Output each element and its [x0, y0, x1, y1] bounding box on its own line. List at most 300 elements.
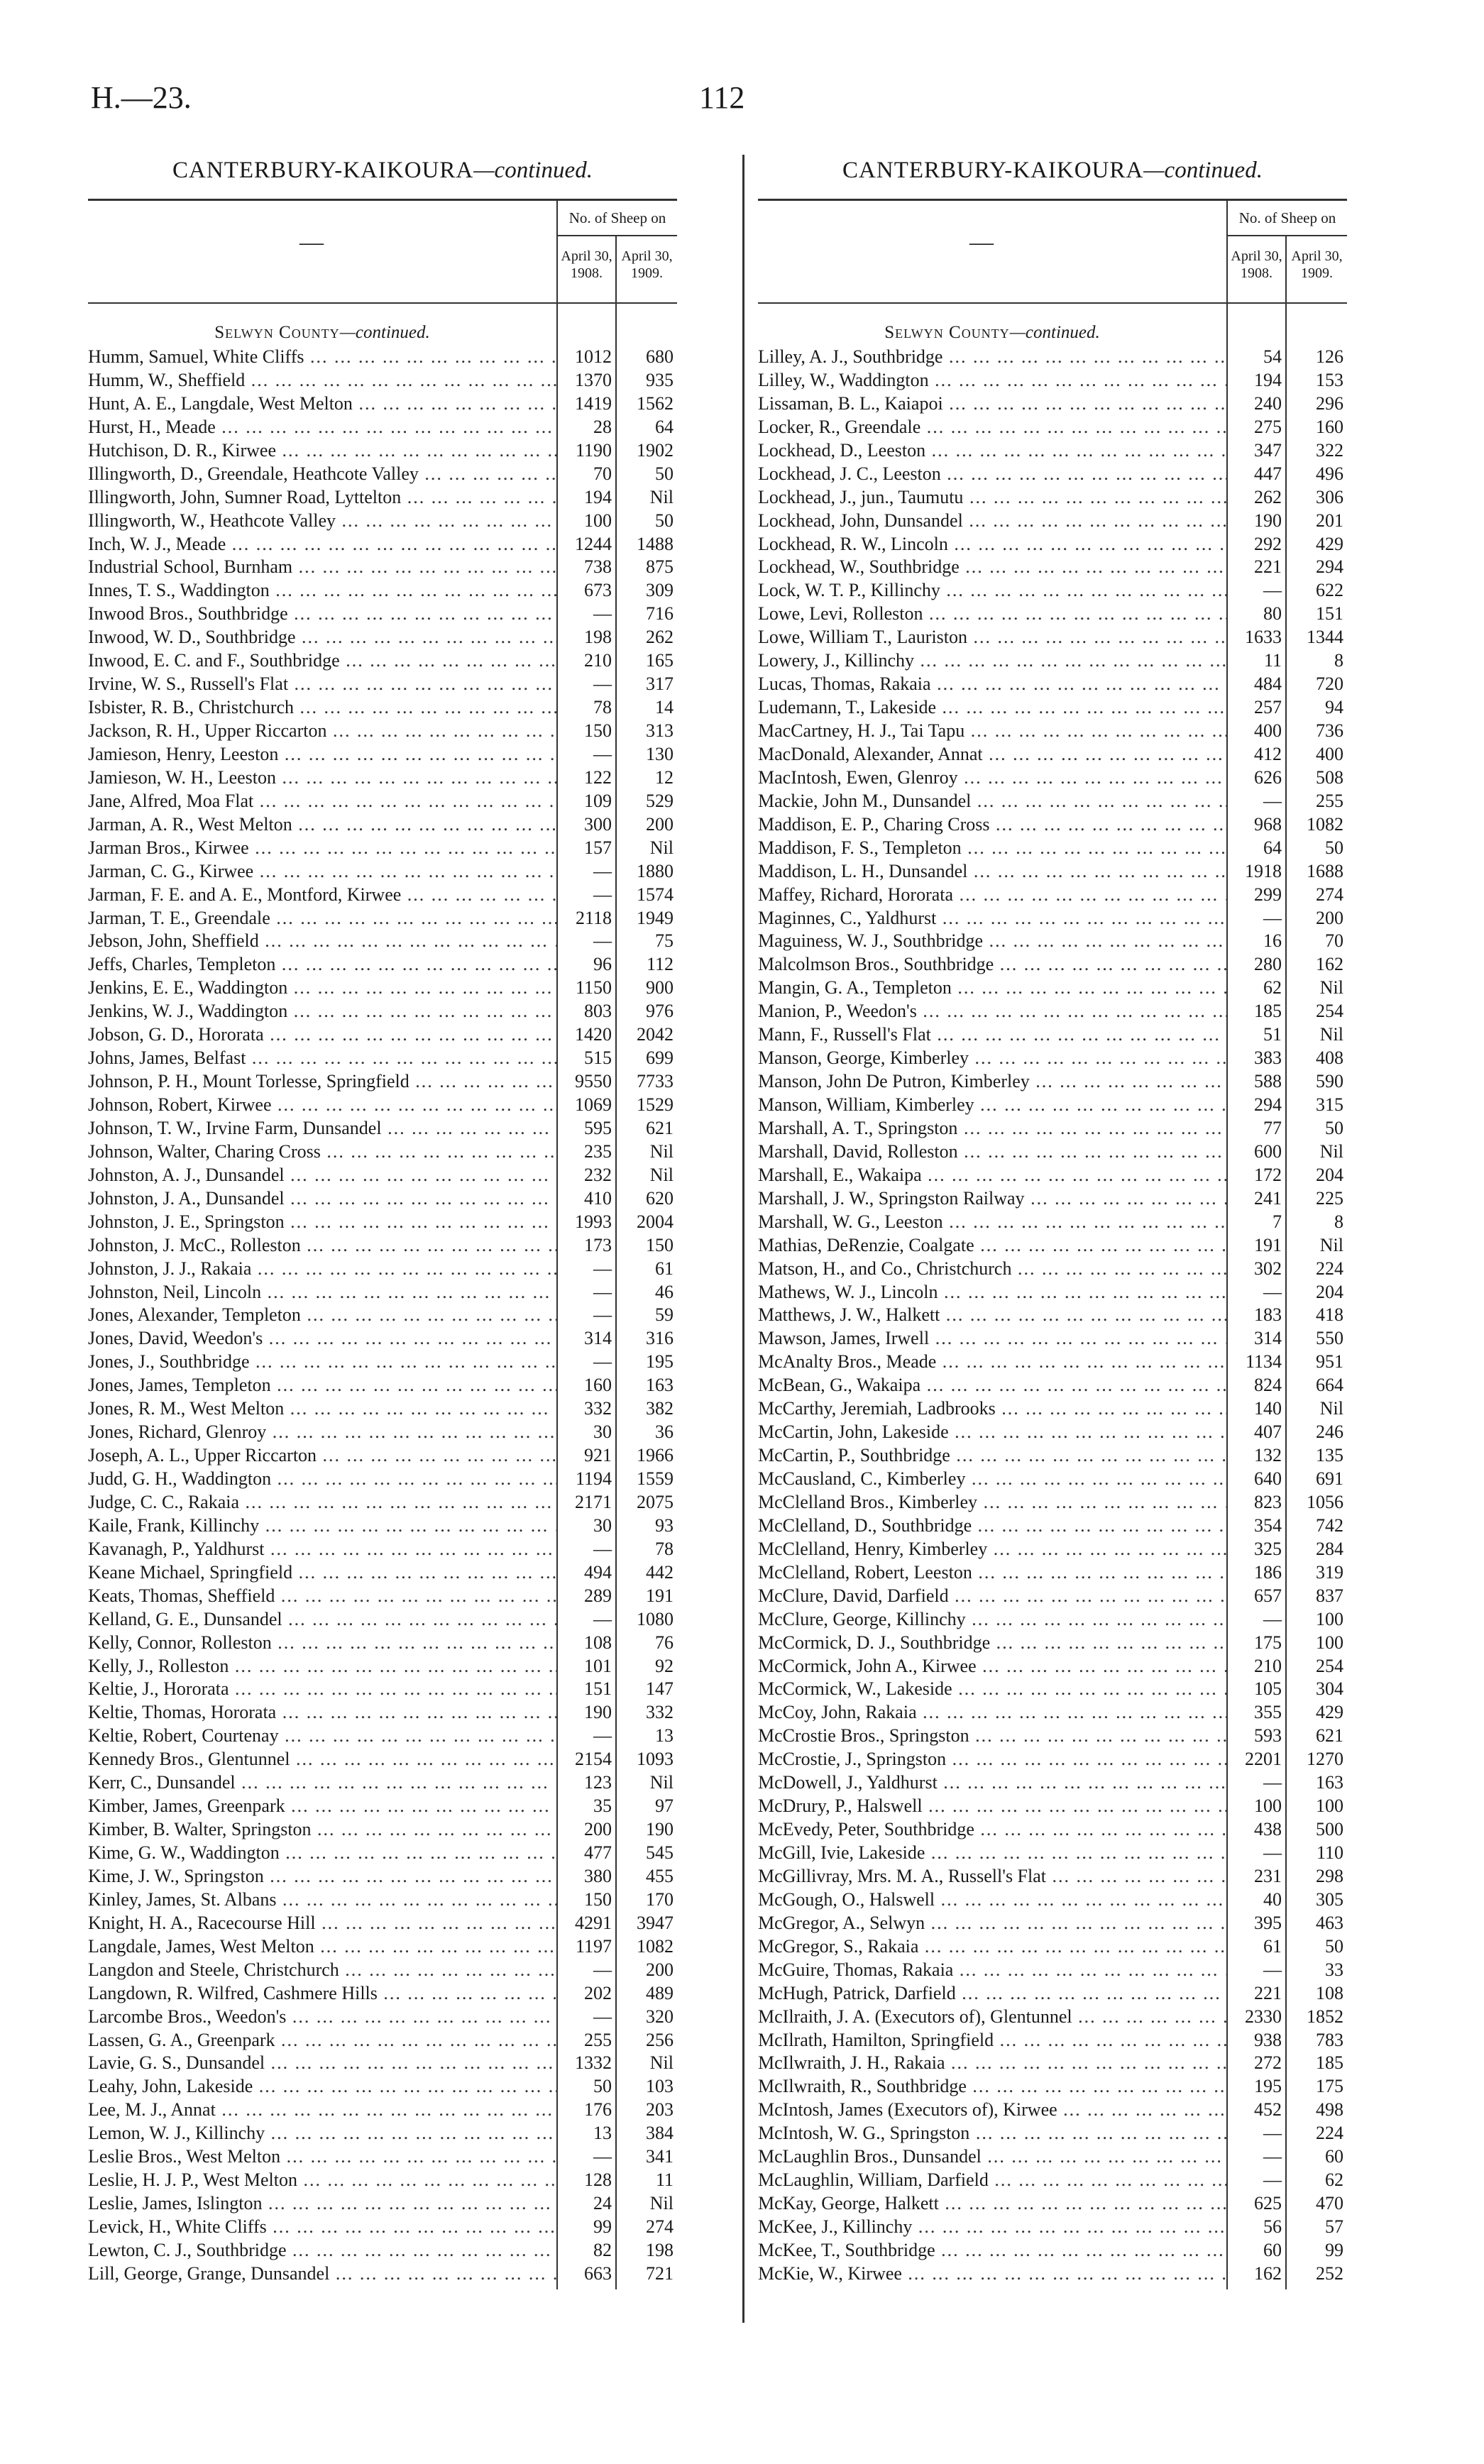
sheep-1909-cell: 100 [1316, 1608, 1343, 1629]
table-row [758, 1326, 1347, 1350]
column-title [88, 155, 677, 199]
sheep-1908-cell: 70 [593, 463, 612, 484]
table-row [758, 345, 1347, 368]
section-suffix: —continued. [1009, 323, 1100, 342]
owner-name-cell: Hurst, H., Meade ... [88, 415, 556, 439]
owner-name-cell: Kennedy Bros., Glentunnel ... [88, 1747, 556, 1771]
sheep-1909-cell: 1529 [637, 1094, 674, 1115]
owner-name-cell: McCarthy, Jeremiah, Ladbrooks ... [758, 1397, 1226, 1420]
section-heading [88, 321, 556, 345]
page-number: 112 [699, 80, 745, 115]
sheep-1908-cell: 410 [584, 1187, 612, 1209]
owner-name-cell: Kime, G. W., Waddington ... [88, 1841, 556, 1864]
sheep-1908-cell: 62 [1263, 977, 1282, 999]
owner-name-cell: Jones, J., Southbridge ... [88, 1350, 556, 1373]
owner-name-cell: McIntosh, W. G., Springston ... [758, 2121, 1226, 2145]
owner-name-cell: Kelly, Connor, Rolleston ... [88, 1631, 556, 1654]
sheep-1909-cell: Nil [1319, 1140, 1343, 1162]
table-row [758, 719, 1347, 742]
owner-name-cell: Knight, H. A., Racecourse Hill ... [88, 1911, 556, 1935]
sheep-1908-cell: 140 [1254, 1398, 1282, 1419]
table-row [88, 2145, 677, 2168]
sheep-1908-cell: — [593, 1304, 612, 1326]
owner-name-cell: Maginnes, C., Yaldhurst ... [758, 906, 1226, 930]
owner-name-cell: Lucas, Thomas, Rakaia ... [758, 672, 1226, 695]
sheep-1909-cell: 190 [646, 1819, 674, 1840]
name-column-header: — [969, 229, 994, 255]
sheep-1908-cell: — [593, 1258, 612, 1279]
year-1908-header: April 30, 1908. [1226, 236, 1285, 302]
owner-name-cell: Johnston, J. J., Rakaia ... [88, 1257, 556, 1280]
table-body [758, 304, 1347, 2285]
owner-name-cell: Lilley, A. J., Southbridge ... [758, 345, 1226, 368]
table-row [758, 2145, 1347, 2168]
table-row [758, 1163, 1347, 1187]
table-row [88, 1210, 677, 1233]
owner-name-cell: Kimber, B. Walter, Springston ... [88, 1817, 556, 1841]
sheep-1908-cell: 407 [1254, 1421, 1282, 1443]
sheep-1909-cell: 100 [1316, 1632, 1343, 1653]
row-list [88, 345, 677, 2285]
sheep-1908-cell: 1370 [575, 369, 612, 390]
sheep-1909-cell: 163 [1316, 1772, 1343, 1793]
table-row [88, 929, 677, 952]
owner-name-cell: McGuire, Thomas, Rakaia ... [758, 1958, 1226, 1981]
owner-name-cell: McCartin, John, Lakeside ... [758, 1420, 1226, 1443]
table-row [758, 1514, 1347, 1537]
left-column [88, 155, 677, 2285]
owner-name-cell: Mathias, DeRenzie, Coalgate ... [758, 1233, 1226, 1257]
sheep-1908-cell: 1419 [575, 392, 612, 414]
table-row [88, 2074, 677, 2098]
sheep-1909-cell: 429 [1316, 533, 1343, 554]
sheep-1909-cell: 76 [655, 1632, 674, 1653]
table-row [88, 1771, 677, 1794]
owner-name-cell: Maguiness, W. J., Southbridge ... [758, 929, 1226, 952]
owner-name-cell: Lockhead, John, Dunsandel ... [758, 509, 1226, 532]
owner-name-cell: Jane, Alfred, Moa Flat ... [88, 789, 556, 813]
sheep-1909-cell: 622 [1316, 580, 1343, 601]
table-row [758, 1794, 1347, 1817]
table-row [758, 883, 1347, 906]
table-row [758, 2121, 1347, 2145]
owner-name-cell: Humm, W., Sheffield ... [88, 368, 556, 392]
owner-name-cell: McGregor, S., Rakaia ... [758, 1935, 1226, 1958]
table-row [758, 2098, 1347, 2121]
table-row [88, 1677, 677, 1700]
table-row [758, 1210, 1347, 1233]
table-row [758, 1911, 1347, 1935]
owner-name-cell: Johnston, Neil, Lincoln ... [88, 1280, 556, 1304]
owner-name-cell: Manion, P., Weedon's ... [758, 999, 1226, 1023]
table-row [758, 1350, 1347, 1373]
sheep-1908-cell: 210 [1254, 1655, 1282, 1676]
sheep-1908-cell: 30 [593, 1421, 612, 1443]
table-body [88, 304, 677, 2285]
table-row [758, 1069, 1347, 1093]
sheep-1908-cell: 60 [1263, 2239, 1282, 2260]
table-row [758, 695, 1347, 719]
sheep-1908-cell: — [1263, 1842, 1282, 1863]
sheep-1908-cell: 61 [1263, 1935, 1282, 1957]
sheep-1909-cell: 108 [1316, 1982, 1343, 2003]
sheep-1908-cell: 190 [584, 1702, 612, 1723]
sheep-1909-cell: 191 [646, 1585, 674, 1606]
sheep-1909-cell: 110 [1316, 1842, 1343, 1863]
sheep-1909-cell: 262 [646, 627, 674, 648]
owner-name-cell: Marshall, W. G., Leeston ... [758, 1210, 1226, 1233]
sheep-1908-cell: 50 [593, 2076, 612, 2097]
table-row [758, 1841, 1347, 1864]
owner-name-cell: Lowery, J., Killinchy ... [758, 649, 1226, 672]
sheep-1909-cell: 274 [646, 2216, 674, 2237]
sheep-1909-cell: 14 [655, 697, 674, 718]
sheep-1908-cell: 803 [584, 1001, 612, 1022]
sheep-1909-cell: 322 [1316, 439, 1343, 461]
year-1909-header: April 30, 1909. [1285, 236, 1347, 302]
sheep-1909-cell: 135 [1316, 1445, 1343, 1466]
sheep-1909-cell: 1574 [637, 884, 674, 905]
owner-name-cell: McKee, T., Southbridge ... [758, 2238, 1226, 2262]
sheep-1908-cell: 1332 [575, 2052, 612, 2074]
sheep-1909-cell: Nil [649, 2052, 674, 2074]
sheep-1909-cell: 621 [1316, 1725, 1343, 1747]
table-row [758, 2215, 1347, 2238]
owner-name-cell: Kerr, C., Dunsandel ... [88, 1771, 556, 1794]
sheep-1909-cell: 252 [1316, 2262, 1343, 2284]
sheep-1908-cell: 11 [1263, 650, 1282, 671]
year-1909-header: April 30, 1909. [615, 236, 677, 302]
owner-name-cell: Lowe, Levi, Rolleston ... [758, 602, 1226, 625]
sheep-1909-cell: 721 [646, 2262, 674, 2284]
owner-name-cell: Lockhead, J., jun., Taumutu ... [758, 485, 1226, 509]
sheep-1909-cell: 783 [1316, 2029, 1343, 2050]
sheep-1908-cell: 255 [584, 2029, 612, 2050]
table-row [88, 1280, 677, 1304]
sheep-1909-cell: 716 [646, 603, 674, 625]
sheep-1908-cell: 64 [1263, 837, 1282, 858]
owner-name-cell: Illingworth, W., Heathcote Valley ... [88, 509, 556, 532]
sheep-1909-cell: 1082 [637, 1935, 674, 1957]
owner-name-cell: Leslie, James, Islington ... [88, 2191, 556, 2215]
sheep-1909-cell: 313 [646, 720, 674, 741]
owner-name-cell: McDrury, P., Halswell ... [758, 1794, 1226, 1817]
owner-name-cell: McClelland, D., Southbridge ... [758, 1514, 1226, 1537]
table-row [88, 2215, 677, 2238]
owner-name-cell: Keats, Thomas, Sheffield ... [88, 1584, 556, 1607]
owner-name-cell: McClure, George, Killinchy ... [758, 1607, 1226, 1631]
sheep-1908-cell: 300 [584, 813, 612, 835]
owner-name-cell: Keltie, Robert, Courtenay ... [88, 1724, 556, 1747]
sheep-1909-cell: 590 [1316, 1071, 1343, 1092]
owner-name-cell: Inch, W. J., Meade ... [88, 532, 556, 556]
table-row [88, 1373, 677, 1397]
table-row [758, 766, 1347, 789]
owner-name-cell: Jamieson, W. H., Leeston ... [88, 766, 556, 789]
sheep-1908-cell: 262 [1254, 486, 1282, 507]
owner-name-cell: Inwood Bros., Southbridge ... [88, 602, 556, 625]
owner-name-cell: McCoy, John, Rakaia ... [758, 1700, 1226, 1724]
owner-name-cell: Kaile, Frank, Killinchy ... [88, 1514, 556, 1537]
owner-name-cell: Jones, R. M., West Melton ... [88, 1397, 556, 1420]
sheep-1909-cell: 498 [1316, 2099, 1343, 2121]
sheep-1908-cell: — [1263, 790, 1282, 811]
sheep-1909-cell: 699 [646, 1047, 674, 1069]
sheep-1908-cell: 24 [593, 2193, 612, 2214]
sheep-1908-cell: 54 [1263, 346, 1282, 367]
owner-name-cell: Matson, H., and Co., Christchurch ... [758, 1257, 1226, 1280]
table-row [758, 1373, 1347, 1397]
sheep-1908-cell: 150 [584, 720, 612, 741]
sheep-1909-cell: Nil [649, 2193, 674, 2214]
table-row [88, 392, 677, 415]
sheep-1908-cell: 28 [593, 416, 612, 437]
table-row [758, 1864, 1347, 1888]
table-row [88, 1187, 677, 1210]
sheep-1908-cell: 210 [584, 650, 612, 671]
table-row [88, 1490, 677, 1514]
owner-name-cell: Mann, F., Russell's Flat ... [758, 1023, 1226, 1046]
year-1908-header: April 30, 1908. [556, 236, 615, 302]
sheep-1909-cell: 317 [646, 673, 674, 695]
sheep-1908-cell: 314 [1254, 1328, 1282, 1349]
sheep-1908-cell: 625 [1254, 2193, 1282, 2214]
owner-name-cell: McGregor, A., Selwyn ... [758, 1911, 1226, 1935]
sheep-1909-cell: 97 [655, 1795, 674, 1817]
sheep-1908-cell: 186 [1254, 1561, 1282, 1583]
sheep-1909-cell: Nil [649, 1140, 674, 1162]
sheep-1909-cell: 224 [1316, 2123, 1343, 2144]
sheep-1908-cell: 82 [593, 2239, 612, 2260]
sheep-1908-cell: 105 [1254, 1678, 1282, 1700]
table-row [758, 1233, 1347, 1257]
owner-name-cell: Innes, T. S., Waddington ... [88, 578, 556, 602]
table-row [758, 952, 1347, 976]
sheep-1909-cell: 1562 [637, 392, 674, 414]
table-row [88, 1233, 677, 1257]
sheep-1909-cell: 11 [655, 2169, 674, 2191]
sheep-1908-cell: — [593, 1351, 612, 1373]
sheep-1908-cell: 2118 [575, 907, 612, 928]
owner-name-cell: Maffey, Richard, Hororata ... [758, 883, 1226, 906]
owner-name-cell: Maddison, F. S., Templeton ... [758, 836, 1226, 859]
sheep-1908-cell: — [593, 1725, 612, 1747]
table-row [758, 789, 1347, 813]
table-row [88, 906, 677, 930]
sheep-1908-cell: 595 [584, 1117, 612, 1138]
sheep-1908-cell: 194 [584, 486, 612, 507]
owner-name-cell: McIlwraith, J. H., Rakaia ... [758, 2051, 1226, 2074]
sheep-1909-cell: 1902 [637, 439, 674, 461]
sheep-1908-cell: 588 [1254, 1071, 1282, 1092]
sheep-1908-cell: 1069 [575, 1094, 612, 1115]
sheep-1909-cell: 200 [646, 1959, 674, 1980]
sheep-1909-cell: 408 [1316, 1047, 1343, 1069]
sheep-1909-cell: 418 [1316, 1304, 1343, 1326]
owner-name-cell: McClure, David, Darfield ... [758, 1584, 1226, 1607]
sheep-1908-cell: 657 [1254, 1585, 1282, 1606]
sheep-1909-cell: 62 [1325, 2169, 1343, 2191]
sheep-1908-cell: 314 [584, 1328, 612, 1349]
sheep-1908-cell: 175 [1254, 1632, 1282, 1653]
sheep-1909-cell: 1949 [637, 907, 674, 928]
table-row [88, 742, 677, 766]
sheep-1908-cell: — [1263, 1608, 1282, 1629]
table-row [88, 1163, 677, 1187]
title-text: CANTERBURY-KAIKOURA [842, 158, 1144, 183]
sheep-1909-cell: Nil [649, 1772, 674, 1793]
sheep-1908-cell: 30 [593, 1514, 612, 1536]
table-row [88, 1561, 677, 1584]
sheep-1908-cell: 202 [584, 1982, 612, 2003]
owner-name-cell: Manson, William, Kimberley ... [758, 1093, 1226, 1116]
table-row [758, 649, 1347, 672]
sheep-1908-cell: 1012 [575, 346, 612, 367]
sheep-1909-cell: 442 [646, 1561, 674, 1583]
sheep-1908-cell: 355 [1254, 1702, 1282, 1723]
sheep-1909-cell: 225 [1316, 1187, 1343, 1209]
sheep-1908-cell: 1633 [1245, 627, 1282, 648]
sheep-1908-cell: 172 [1254, 1164, 1282, 1185]
owner-name-cell: Lockhead, W., Southbridge ... [758, 555, 1226, 578]
sheep-1909-cell: 294 [1316, 556, 1343, 578]
sheep-1909-cell: 224 [1316, 1258, 1343, 1279]
owner-name-cell: McCormick, D. J., Southbridge ... [758, 1631, 1226, 1654]
table-row [758, 929, 1347, 952]
sheep-1908-cell: 132 [1254, 1445, 1282, 1466]
table-row [88, 719, 677, 742]
owner-name-cell: Langdale, James, West Melton ... [88, 1935, 556, 1958]
section-suffix: —continued. [339, 323, 430, 342]
sheep-1908-cell: 289 [584, 1585, 612, 1606]
sheep-1908-cell: 190 [1254, 510, 1282, 531]
owner-name-cell: Joseph, A. L., Upper Riccarton ... [88, 1443, 556, 1467]
table-row [758, 859, 1347, 883]
sheep-1908-cell: — [1263, 580, 1282, 601]
table-row [758, 1443, 1347, 1467]
sheep-1909-cell: 1559 [637, 1468, 674, 1489]
table-row [88, 2168, 677, 2191]
sheep-1909-cell: 130 [646, 743, 674, 764]
title-text: CANTERBURY-KAIKOURA [172, 158, 474, 183]
sheep-1908-cell: 302 [1254, 1258, 1282, 1279]
sheep-1909-cell: 170 [646, 1888, 674, 1910]
sheep-1909-cell: 1056 [1307, 1491, 1343, 1512]
table-row [88, 789, 677, 813]
table-row [758, 368, 1347, 392]
table-row [88, 1747, 677, 1771]
sheep-1909-cell: 621 [646, 1117, 674, 1138]
owner-name-cell: Johnston, J. McC., Rolleston ... [88, 1233, 556, 1257]
owner-name-cell: McCormick, W., Lakeside ... [758, 1677, 1226, 1700]
owner-name-cell: McIntosh, James (Executors of), Kirwee ... [758, 2098, 1226, 2121]
owner-name-cell: Johnson, P. H., Mount Torlesse, Springfield ... [88, 1069, 556, 1093]
owner-name-cell: Kelly, J., Rolleston ... [88, 1654, 556, 1678]
owner-name-cell: Lill, George, Grange, Dunsandel ... [88, 2262, 556, 2285]
sheep-1908-cell: 157 [584, 837, 612, 858]
sheep-1909-cell: 198 [646, 2239, 674, 2260]
title-suffix: —continued. [1143, 158, 1263, 183]
table-row [88, 976, 677, 999]
sheep-1908-cell: — [593, 1959, 612, 1980]
sheep-1909-cell: 195 [646, 1351, 674, 1373]
owner-name-cell: Lockhead, J. C., Leeston ... [758, 462, 1226, 485]
sheep-1909-cell: 254 [1316, 1655, 1343, 1676]
owner-name-cell: Kimber, James, Greenpark ... [88, 1794, 556, 1817]
table-row [88, 952, 677, 976]
table-row [88, 1093, 677, 1116]
owner-name-cell: Langdon and Steele, Christchurch ... [88, 1958, 556, 1981]
sheep-1908-cell: 452 [1254, 2099, 1282, 2121]
owner-name-cell: McKee, J., Killinchy ... [758, 2215, 1226, 2238]
sheep-1909-cell: 691 [1316, 1468, 1343, 1489]
owner-name-cell: Marshall, A. T., Springston ... [758, 1116, 1226, 1140]
sheep-1909-cell: 400 [1316, 743, 1343, 764]
owner-name-cell: McCrostie Bros., Springston ... [758, 1724, 1226, 1747]
sheep-1909-cell: 7733 [637, 1071, 674, 1092]
table-row [88, 368, 677, 392]
sheep-1909-cell: 12 [655, 766, 674, 788]
table-row [88, 625, 677, 649]
owner-name-cell: Locker, R., Greendale ... [758, 415, 1226, 439]
sheep-1909-cell: 50 [655, 510, 674, 531]
owner-name-cell: McCausland, C., Kimberley ... [758, 1467, 1226, 1490]
sheep-1909-cell: 332 [646, 1702, 674, 1723]
sheep-1908-cell: 280 [1254, 954, 1282, 975]
owner-name-cell: Kinley, James, St. Albans ... [88, 1888, 556, 1911]
sheep-1908-cell: 162 [1254, 2262, 1282, 2284]
table-row [88, 1584, 677, 1607]
table-row [88, 439, 677, 462]
sheep-1908-cell: 176 [584, 2099, 612, 2121]
sheep-1908-cell: 78 [593, 697, 612, 718]
owner-name-cell: Marshall, David, Rolleston ... [758, 1140, 1226, 1163]
sheep-1908-cell: 240 [1254, 392, 1282, 414]
owner-name-cell: Manson, John De Putron, Kimberley ... [758, 1069, 1226, 1093]
sheep-1909-cell: 75 [655, 930, 674, 952]
table-row [758, 439, 1347, 462]
owner-name-cell: Leslie, H. J. P., West Melton ... [88, 2168, 556, 2191]
owner-name-cell: McIlrath, Hamilton, Springfield ... [758, 2028, 1226, 2052]
owner-name-cell: Johnson, Walter, Charing Cross ... [88, 1140, 556, 1163]
owner-name-cell: Lilley, W., Waddington ... [758, 368, 1226, 392]
sheep-1909-cell: 201 [1316, 510, 1343, 531]
table-row [88, 1350, 677, 1373]
owner-name-cell: McKie, W., Kirwee ... [758, 2262, 1226, 2285]
sheep-1909-cell: 13 [655, 1725, 674, 1747]
table-row [88, 1794, 677, 1817]
sheep-1908-cell: 1918 [1245, 860, 1282, 881]
sheep-1908-cell: 200 [584, 1819, 612, 1840]
owner-name-cell: Jones, David, Weedon's ... [88, 1326, 556, 1350]
sheep-1909-cell: 1344 [1307, 627, 1343, 648]
sheep-1909-cell: 2075 [637, 1491, 674, 1512]
owner-name-cell: McCormick, John A., Kirwee ... [758, 1654, 1226, 1678]
table-row [758, 1981, 1347, 2005]
owner-name-cell: Inwood, E. C. and F., Southbridge ... [88, 649, 556, 672]
table-row [758, 1771, 1347, 1794]
owner-name-cell: Jones, Richard, Glenroy ... [88, 1420, 556, 1443]
owner-name-cell: McGillivray, Mrs. M. A., Russell's Flat ... [758, 1864, 1226, 1888]
sheep-1909-cell: 315 [1316, 1094, 1343, 1115]
section-name: Selwyn County [214, 323, 340, 342]
sheep-1908-cell: 400 [1254, 720, 1282, 741]
sheep-1909-cell: 306 [1316, 486, 1343, 507]
owner-name-cell: McBean, G., Wakaipa ... [758, 1373, 1226, 1397]
sheep-1908-cell: 1134 [1245, 1351, 1282, 1373]
table-row [758, 1280, 1347, 1304]
sheep-1908-cell: 2171 [575, 1491, 612, 1512]
